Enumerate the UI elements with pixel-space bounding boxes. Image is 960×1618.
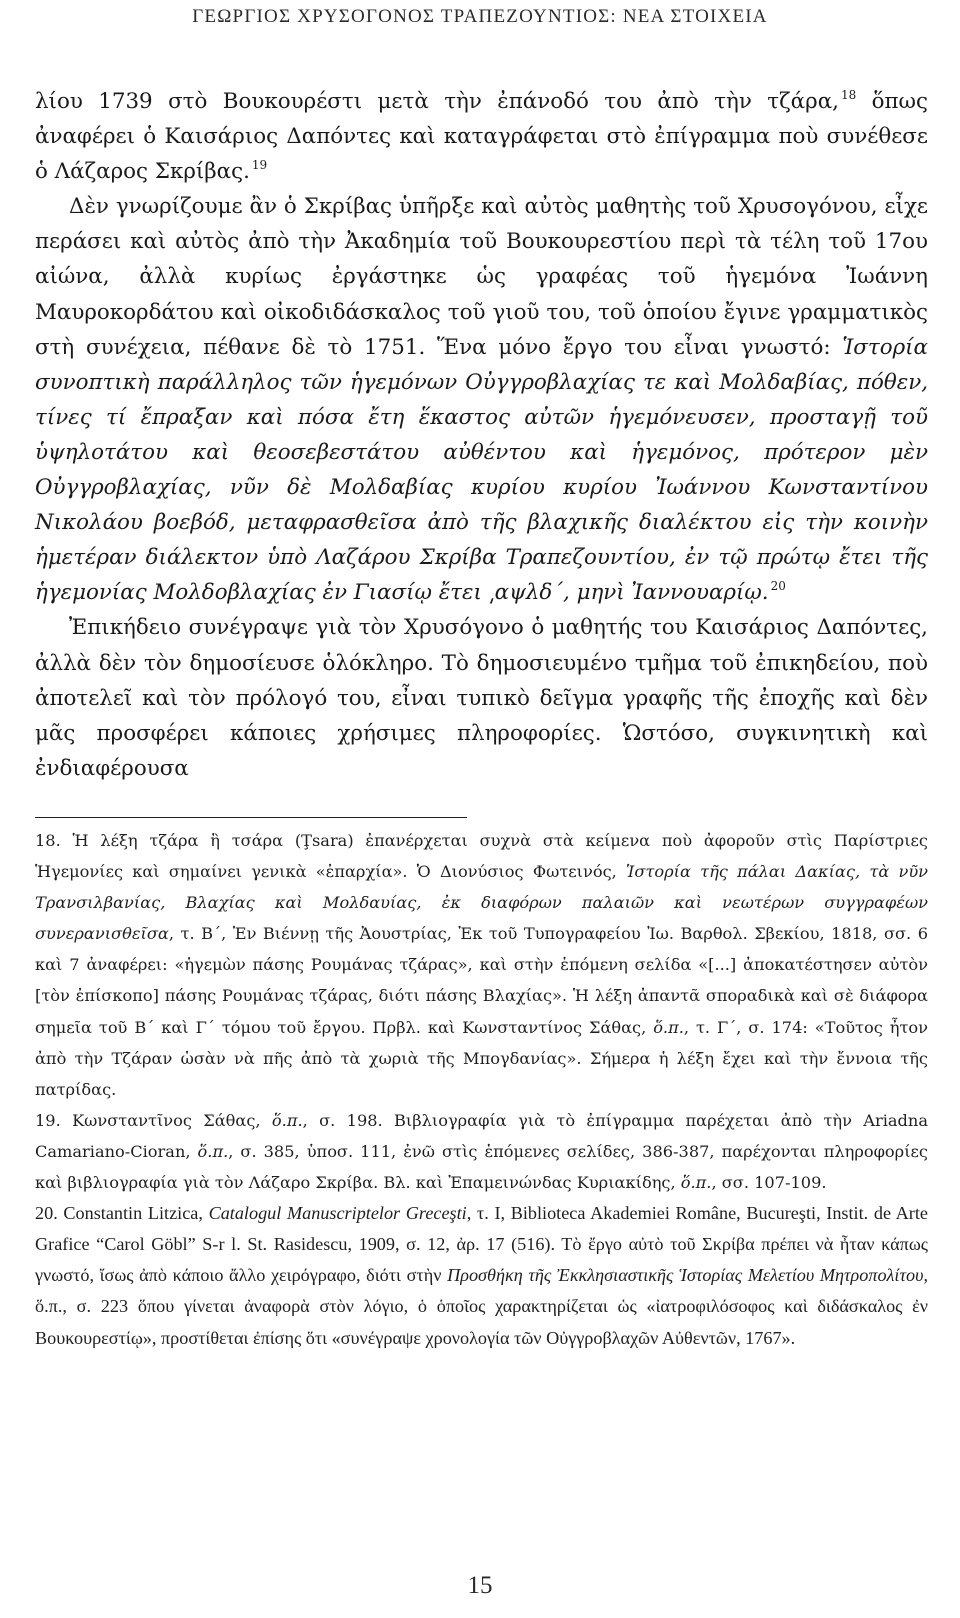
footnote-text: , σ. 198. Βιβλιογραφία γιὰ τὸ ἐπίγραμμα παρέχεται ἀπὸ τὴν Ariadna Camariano-Cioran, [35,1110,928,1161]
footnote-text: , σ. 385, ὑποσ. 111, ἐνῶ στὶς ἑπόμενες σελίδες, 386-387, παρέχονται πληροφορίες καὶ βιβλιογραφία γιὰ τὸν Λάζαρο Σκρίβα. Βλ. καὶ Ἐπαμεινώνδας Κυριακίδης, [35,1141,928,1193]
footnote-ref-18: 18 [840,88,857,102]
footnote-italic: Ἱστορία τῆς πάλαι Δακίας, τὰ νῦν Τρανσιλβανίας, Βλαχίας καὶ Μολδαυίας, ἐκ διαφόρων παλαιῶν καὶ νεωτέρων συγγραφέων συνερανισθεῖσα [35,862,929,944]
footnote-19 [35,1105,928,1198]
running-head: ΓΕΩΡΓΙΟΣ ΧΡΥΣΟΓΟΝΟΣ ΤΡΑΠΕΖΟΥΝΤΙΟΣ: ΝΕΑ ΣΤΟΙΧΕΙΑ [192,6,768,27]
paragraph-1 [35,84,928,189]
footnote-ref-19: 19 [251,158,268,173]
footnote-italic: Catalogul Manuscriptelor Greceşti [208,1203,467,1224]
footnote-text: , ὅ.π., σ. 223 ὅπου γίνεται ἀναφορὰ στὸν λόγιο, ὁ ὁποῖος χαρακτηρίζεται ὡς «ἰατροφιλόσοφος καὶ διδάσκαλος ἐν Βουκουρεστίῳ», προστίθεται ἐπίσης ὅτι «συνέγραψε χρονολογία τῶν Οὐγγροβλαχῶν Αὐθεντῶν, 1767». [35,1265,928,1348]
footnote-italic: ὅ.π. [680,1173,712,1193]
footnote-text: , τ. Β´, Ἐν Βιέννῃ τῆς Ἀουστρίας, Ἐκ τοῦ Τυπογραφείου Ἰω. Βαρθολ. Σβεκίου, 1818, σσ. 6 καὶ 7 ἀναφέρει: «ἡγεμὼν πάσης Ρουμάνας τζάρας», καὶ στὴν ἑπόμενη σελίδα «[...] ἀποκατέστησεν αὐτὸν [τὸν ἐπίσκοπο] πάσης Ρουμάνας τζάρας, διότι πάσης Βλαχίας». Ἡ λέξη ἀπαντᾶ σποραδικὰ καὶ σὲ διάφορα σημεῖα τοῦ Β´ καὶ Γ´ τόμου τοῦ ἔργου. Πρβλ. καὶ Κωνσταντίνος Σάθας, [35,924,928,1037]
footnote-18 [35,825,928,1105]
footnote-italic: ὅ.π. [271,1110,303,1130]
footnote-italic: Προσθήκη τῆς Ἐκκλησιαστικῆς Ἱστορίας Μελετίου Μητροπολίτου [447,1265,924,1286]
footnote-20 [35,1198,928,1353]
footnote-text: 19. Κωνσταντῖνος Σάθας, [35,1110,272,1130]
footnote-italic: ὅ.π. [653,1017,684,1037]
footnote-ref-20: 20 [770,579,786,594]
paragraph-text: Δὲν γνωρίζουμε ἂν ὁ Σκρίβας ὑπῆρξε καὶ αὐτὸς μαθητὴς τοῦ Χρυσογόνου, εἶχε περάσει καὶ αὐτὸς ἀπὸ τὴν Ἀκαδημία τοῦ Βουκουρεστίου περὶ τὰ τέλη τοῦ 17ου αἰώνα, ἀλλὰ κυρίως ἐργάστηκε ὡς γραφέας τοῦ ἡγεμόνα Ἰωάννη Μαυροκορδάτου καὶ οἰκοδιδάσκαλος τοῦ γιοῦ του, τοῦ ὁποίου ἔγινε γραμματικὸς στὴ συνέχεια, πέθανε δὲ τὸ 1751. Ἕνα μόνο ἔργο του εἶναι γνωστό: [35,194,928,360]
footnote-text: 18. Ἡ λέξη τζάρα ἢ τσάρα (Ţsara) ἐπανέρχεται συχνὰ στὰ κείμενα ποὺ ἀφοροῦν στὶς Παρίστριες Ἡγεμονίες καὶ σημαίνει γενικὰ «ἐπαρχία». Ὁ Διονύσιος Φωτεινός, [35,831,928,882]
paragraph-text: λίου 1739 στὸ Βουκουρέστι μετὰ τὴν ἐπάνοδό του ἀπὸ τὴν τζάρα, [35,89,839,114]
footnote-text: 20. Constantin Litzica, [35,1203,209,1224]
footnote-separator [35,817,467,818]
footnotes [35,825,928,1354]
footnote-text: , σσ. 107-109. [711,1173,827,1193]
paragraph-text: ὅπως ἀναφέρει ὁ Καισάριος Δαπόντες καὶ καταγράφεται στὸ ἐπίγραμμα ποὺ συνέθεσε ὁ Λάζαρος Σκρίβας. [35,89,928,185]
paragraph-2 [35,189,928,610]
page-number: 15 [467,1572,493,1599]
main-text [35,84,928,786]
footnote-italic: ὅ.π. [197,1141,229,1161]
footnote-text: , τ. I, Biblioteca Akademiei Române, Bucureşti, Instit. de Arte Grafice “Carol Göbl” S-r l. St. Rasidescu, 1909, σ. 12, ἀρ. 17 (516). Τὸ ἔργο αὐτὸ τοῦ Σκρίβα πρέπει νὰ ἦταν κάπως γνωστό, ἴσως ἀπὸ κάποιο ἄλλο χειρόγραφο, διότι στὴν [35,1203,928,1286]
paragraph-3: Ἐπικήδειο συνέγραψε γιὰ τὸν Χρυσόγονο ὁ μαθητής του Καισάριος Δαπόντες, ἀλλὰ δὲν τὸν δημοσίευσε ὁλόκληρο. Τὸ δημοσιευμένο τμῆμα τοῦ ἐπικηδείου, ποὺ ἀποτελεῖ καὶ τὸν πρόλογό του, εἶναι τυπικὸ δεῖγμα γραφῆς τῆς ἐποχῆς καὶ δὲν μᾶς προσφέρει κάποιες χρήσιμες πληροφορίες. Ὡστόσο, συγκινητικὴ καὶ ἐνδιαφέρουσα [35,615,928,781]
footnote-text: , τ. Γ´, σ. 174: «Τοῦτος ἦτον ἀπὸ τὴν Τζάραν ὡσὰν νὰ πῆς ἀπὸ τὰ χωριὰ τῆς Μπογδανίας». Σήμερα ἡ λέξη ἔχει καὶ τὴν ἔννοια τῆς πατρίδας. [35,1017,928,1099]
work-title: Ἱστορία συνοπτικὴ παράλληλος τῶν ἡγεμόνων Οὐγγροβλαχίας τε καὶ Μολδαβίας, πόθεν, τίνες τί ἔπραξαν καὶ πόσα ἔτη ἕκαστος αὐτῶν ἡγεμόνευσεν, προσταγῇ τοῦ ὑψηλοτάτου καὶ θεοσεβεστάτου αὐθέντου καὶ ἡγεμόνος, πρότερον μὲν Οὐγγροβλαχίας, νῦν δὲ Μολδαβίας κυρίου κυρίου Ἰωάννου Κωνσταντίνου Νικολάου βοεβόδ, μεταφρασθεῖσα ἀπὸ τῆς βλαχικῆς διαλέκτου εἰς τὴν κοινὴν ἡμετέραν διάλεκτον ὑπὸ Λαζάρου Σκρίβα Τραπεζουντίου, ἐν τῷ πρώτῳ ἔτει τῆς ἡγεμονίας Μολδοβλαχίας ἐν Γιασίῳ ἔτει ͵αψλδ´, μηνὶ Ἰαννουαρίῳ. [35,334,928,606]
